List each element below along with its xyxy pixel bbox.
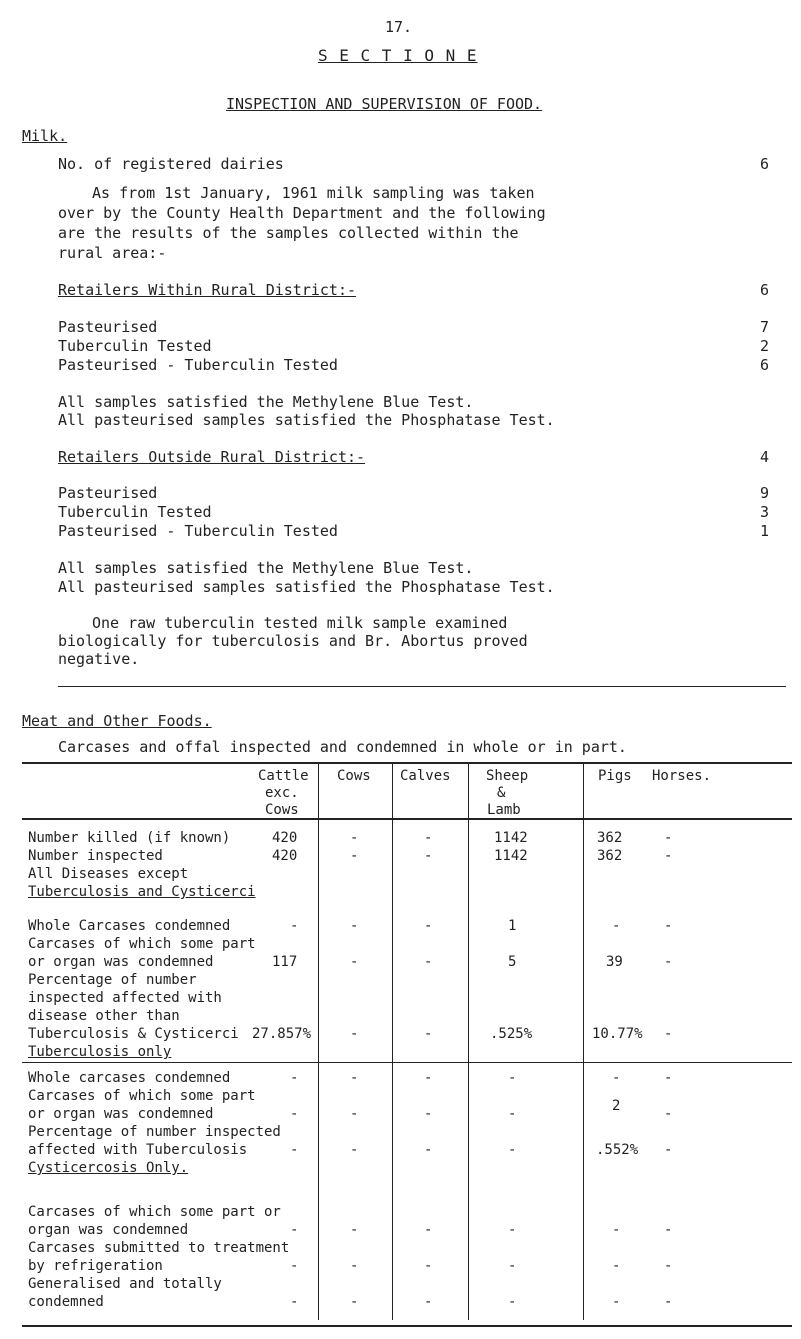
col-header-cows: Cows — [337, 768, 371, 784]
row-label: Cysticercosis Only. — [28, 1160, 189, 1176]
outside-row-label: Pasteurised - Tuberculin Tested — [58, 522, 338, 540]
bio-line: negative. — [58, 650, 140, 668]
milk-intro-line: over by the County Health Department and the following — [58, 204, 546, 222]
row-label: Percentage of number inspected — [28, 1124, 281, 1140]
cell-pigs: - — [612, 1222, 621, 1238]
row-label: condemned — [28, 1294, 104, 1310]
row-label: Carcases of which some part or — [28, 1204, 281, 1220]
cell-sheep: - — [508, 1258, 517, 1274]
row-label: Tuberculosis & Cysticerci — [28, 1026, 239, 1042]
cell-calves: - — [424, 1106, 433, 1122]
cell-pigs: - — [612, 918, 621, 934]
within-heading: Retailers Within Rural District:- — [58, 281, 357, 299]
cell-sheep: 1142 — [494, 830, 528, 846]
cell-cattle: - — [290, 1294, 299, 1310]
col-divider — [468, 764, 469, 1320]
cell-horses: - — [664, 954, 673, 970]
section-divider — [58, 686, 786, 687]
within-row-label: Tuberculin Tested — [58, 337, 212, 355]
group-heading: All Diseases except — [28, 866, 189, 882]
cell-cattle: - — [290, 1222, 299, 1238]
table-top-border — [22, 762, 792, 764]
cell-horses: - — [664, 1258, 673, 1274]
page-subtitle: INSPECTION AND SUPERVISION OF FOOD. — [226, 95, 543, 113]
cell-horses: - — [664, 1026, 673, 1042]
within-row-value: 6 — [760, 356, 770, 374]
bio-line: biologically for tuberculosis and Br. Abortus proved — [58, 632, 528, 650]
cell-sheep: .525% — [490, 1026, 533, 1042]
row-label: Percentage of number — [28, 972, 197, 988]
cell-horses: - — [664, 1222, 673, 1238]
outside-note: All pasteurised samples satisfied the Phosphatase Test. — [58, 578, 555, 596]
table-bottom-border — [22, 1325, 792, 1327]
outside-heading: Retailers Outside Rural District:- — [58, 448, 366, 466]
outside-row-label: Pasteurised — [58, 484, 158, 502]
cell-horses: - — [664, 1106, 673, 1122]
within-row-label: Pasteurised — [58, 318, 158, 336]
outside-note: All samples satisfied the Methylene Blue Test. — [58, 559, 474, 577]
milk-heading: Milk. — [22, 127, 68, 145]
within-row-value: 7 — [760, 318, 770, 336]
row-label: Whole Carcases condemned — [28, 918, 231, 934]
cell-pigs: - — [612, 1070, 621, 1086]
cell-cattle: 27.857% — [252, 1026, 312, 1042]
cell-cows: - — [350, 1142, 359, 1158]
col-header-calves: Calves — [400, 768, 451, 784]
cell-pigs: 39 — [606, 954, 623, 970]
cell-sheep: 5 — [508, 954, 517, 970]
cell-horses: - — [664, 1142, 673, 1158]
cell-sheep: - — [508, 1142, 517, 1158]
cell-calves: - — [424, 848, 433, 864]
meat-intro: Carcases and offal inspected and condemned in whole or in part. — [58, 738, 627, 756]
within-note: All pasteurised samples satisfied the Phosphatase Test. — [58, 411, 555, 429]
col-header-pigs: Pigs — [598, 768, 632, 784]
outside-row-value: 3 — [760, 503, 770, 521]
cell-pigs: - — [612, 1294, 621, 1310]
cell-pigs: - — [612, 1258, 621, 1274]
cell-horses: - — [664, 918, 673, 934]
row-label: organ was condemned — [28, 1222, 189, 1238]
row-label: inspected affected with — [28, 990, 222, 1006]
section-title: S E C T I O N E — [318, 46, 478, 65]
row-label: Carcases of which some part — [28, 1088, 256, 1104]
cell-cattle: - — [290, 1142, 299, 1158]
row-label: Carcases submitted to treatment — [28, 1240, 290, 1256]
row-label: or organ was condemned — [28, 1106, 214, 1122]
milk-intro-line: rural area:- — [58, 244, 167, 262]
row-label: Tuberculosis only — [28, 1044, 172, 1060]
row-label: Generalised and totally — [28, 1276, 222, 1292]
within-note: All samples satisfied the Methylene Blue Test. — [58, 393, 474, 411]
cell-calves: - — [424, 1026, 433, 1042]
cell-cows: - — [350, 954, 359, 970]
page-number: 17. — [385, 18, 413, 36]
cell-cows: - — [350, 848, 359, 864]
cell-cattle: 117 — [272, 954, 298, 970]
row-label: disease other than — [28, 1008, 180, 1024]
within-count: 6 — [760, 281, 770, 299]
outside-row-value: 1 — [760, 522, 770, 540]
col-divider — [318, 764, 319, 1320]
cell-cattle: - — [290, 918, 299, 934]
cell-cows: - — [350, 1222, 359, 1238]
col-header-cattle: Cows — [265, 802, 299, 818]
cell-horses: - — [664, 1294, 673, 1310]
col-header-sheep: & — [497, 785, 506, 801]
cell-pigs: 2 — [612, 1098, 621, 1114]
row-label: affected with Tuberculosis — [28, 1142, 248, 1158]
cell-sheep: - — [508, 1294, 517, 1310]
col-divider — [583, 764, 584, 1320]
col-divider — [392, 764, 393, 1320]
row-label: Number killed (if known) — [28, 830, 231, 846]
row-label: or organ was condemned — [28, 954, 214, 970]
group-heading: Tuberculosis and Cysticerci — [28, 884, 256, 900]
dairies-label: No. of registered dairies — [58, 155, 284, 173]
cell-pigs: 10.77% — [592, 1026, 643, 1042]
cell-calves: - — [424, 1142, 433, 1158]
meat-heading: Meat and Other Foods. — [22, 712, 212, 730]
cell-cattle: - — [290, 1106, 299, 1122]
col-header-sheep: Lamb — [487, 802, 521, 818]
cell-pigs: .552% — [596, 1142, 639, 1158]
row-label: Whole carcases condemned — [28, 1070, 231, 1086]
table-header-border — [22, 818, 792, 820]
cell-sheep: - — [508, 1222, 517, 1238]
cell-calves: - — [424, 954, 433, 970]
cell-horses: - — [664, 848, 673, 864]
col-header-horses: Horses. — [652, 768, 712, 784]
cell-sheep: - — [508, 1070, 517, 1086]
cell-cattle: - — [290, 1258, 299, 1274]
row-label: Carcases of which some part — [28, 936, 256, 952]
cell-cows: - — [350, 1106, 359, 1122]
cell-pigs: 362 — [597, 848, 623, 864]
outside-count: 4 — [760, 448, 770, 466]
col-header-sheep: Sheep — [486, 768, 529, 784]
milk-intro-line: are the results of the samples collected within the — [58, 224, 519, 242]
cell-calves: - — [424, 1258, 433, 1274]
cell-sheep: - — [508, 1106, 517, 1122]
cell-sheep: 1 — [508, 918, 517, 934]
outside-row-label: Tuberculin Tested — [58, 503, 212, 521]
row-divider — [22, 1062, 792, 1063]
col-header-cattle: exc. — [265, 785, 299, 801]
cell-horses: - — [664, 830, 673, 846]
cell-pigs: 362 — [597, 830, 623, 846]
cell-cows: - — [350, 1026, 359, 1042]
row-label: Number inspected — [28, 848, 163, 864]
cell-cows: - — [350, 1294, 359, 1310]
cell-cattle: 420 — [272, 830, 298, 846]
cell-sheep: 1142 — [494, 848, 528, 864]
milk-intro-line: As from 1st January, 1961 milk sampling was taken — [92, 184, 535, 202]
col-header-cattle: Cattle — [258, 768, 309, 784]
cell-cows: - — [350, 918, 359, 934]
cell-calves: - — [424, 1222, 433, 1238]
bio-line: One raw tuberculin tested milk sample examined — [92, 614, 508, 632]
cell-cows: - — [350, 830, 359, 846]
cell-calves: - — [424, 918, 433, 934]
cell-cattle: 420 — [272, 848, 298, 864]
cell-cows: - — [350, 1070, 359, 1086]
dairies-value: 6 — [760, 155, 770, 173]
within-row-value: 2 — [760, 337, 770, 355]
cell-cattle: - — [290, 1070, 299, 1086]
cell-horses: - — [664, 1070, 673, 1086]
cell-cows: - — [350, 1258, 359, 1274]
within-row-label: Pasteurised - Tuberculin Tested — [58, 356, 338, 374]
cell-calves: - — [424, 1294, 433, 1310]
row-label: by refrigeration — [28, 1258, 163, 1274]
outside-row-value: 9 — [760, 484, 770, 502]
cell-calves: - — [424, 830, 433, 846]
cell-calves: - — [424, 1070, 433, 1086]
